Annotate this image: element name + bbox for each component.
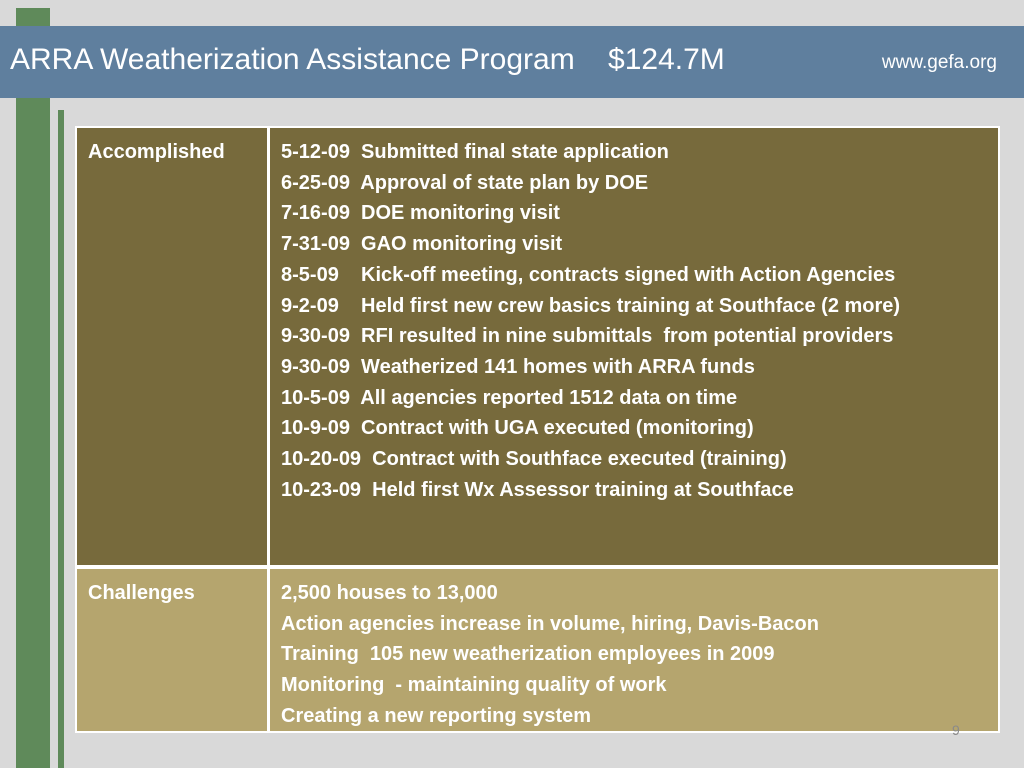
list-item: 10-9-09 Contract with UGA executed (monitoring) — [281, 417, 754, 440]
accomplished-list — [270, 128, 998, 565]
list-item: 8-5-09 Kick-off meeting, contracts signed with Action Agencies — [281, 263, 896, 286]
slide-title: ARRA Weatherization Assistance Program $124.7M — [10, 43, 725, 76]
list-item: 7-16-09 DOE monitoring visit — [281, 202, 560, 225]
list-item: Creating a new reporting system — [281, 704, 592, 727]
status-table — [75, 126, 1000, 733]
decorative-green-bar — [16, 8, 50, 768]
list-item: 10-5-09 All agencies reported 1512 data on time — [281, 386, 738, 409]
row-label-challenges: Challenges — [77, 569, 267, 731]
list-item: 10-23-09 Held first Wx Assessor training at Southface — [281, 478, 794, 501]
list-item: Monitoring - maintaining quality of work — [281, 674, 667, 697]
list-item: 6-25-09 Approval of state plan by DOE — [281, 171, 649, 194]
challenges-list — [270, 569, 998, 731]
website-url: www.gefa.org — [881, 52, 997, 73]
list-item: 9-2-09 Held first new crew basics training at Southface (2 more) — [281, 294, 901, 317]
list-item: 2,500 houses to 13,000 — [281, 582, 498, 604]
page-number: 9 — [952, 722, 960, 738]
title-banner — [0, 26, 1024, 98]
row-label-accomplished: Accomplished — [77, 128, 267, 565]
list-item: Action agencies increase in volume, hiring, Davis-Bacon — [281, 612, 819, 635]
list-item: 9-30-09 Weatherized 141 homes with ARRA funds — [281, 355, 755, 378]
list-item: 7-31-09 GAO monitoring visit — [281, 233, 563, 256]
decorative-green-line — [58, 110, 64, 768]
list-item: 9-30-09 RFI resulted in nine submittals from potential providers — [281, 325, 894, 348]
list-item: 5-12-09 Submitted final state application — [281, 141, 669, 163]
list-item: Training 105 new weatherization employees in 2009 — [281, 643, 775, 666]
list-item: 10-20-09 Contract with Southface executed (training) — [281, 448, 787, 471]
